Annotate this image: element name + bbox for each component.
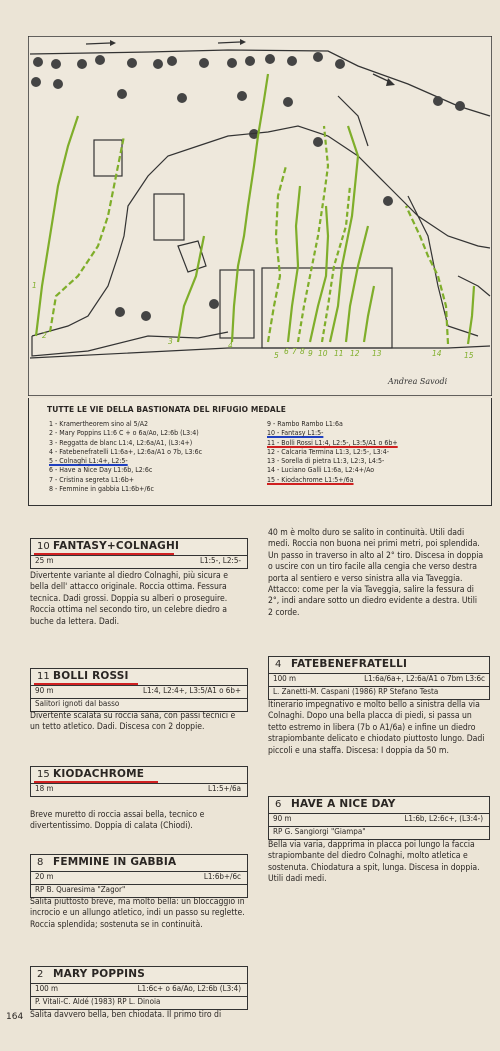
legend-item: 15 - Kiodachrome L1:5+/6a [267,475,354,484]
legend-item: 7 - Cristina segreta L1:6b+ [49,475,135,484]
route-author: L. Zanetti-M. Caspani (1986) RP Stefano Testa [273,687,439,696]
route-grade: L1:4, L2:4+, L3:5/A1 o 6b+ [142,686,241,695]
route-length: 100 m [273,674,297,683]
legend-item: 1 - Kramertheorem sino al 5/A2 [49,420,149,428]
topo-signature: Andrea Savodi [388,377,448,386]
legend-item: 13 - Sorella di pietra L1:3, L2:3, L4:5- [267,457,385,466]
route-name: KIODACHROME [53,768,145,780]
route-number: 13 [372,349,382,358]
route-length: 100 m [35,984,59,993]
route-name: FEMMINE IN GABBIA [53,856,177,868]
route-card-have-a-nice-day [268,796,490,840]
route-description: Salita piuttosto breve, ma molto bella: un bloccaggio in incrocio e un allungo atletico, indi un passo su reglette. Roccia splendida; sostenuta se in continuità. [30,897,245,930]
legend-item: 2 - Mary Poppins L1:6 C + o 6a/Ao, L2:6b (L3:4) [49,429,199,438]
route-legend [28,398,492,506]
route-number: 2 [42,331,47,340]
legend-title: TUTTE LE VIE DELLA BASTIONATA DEL RIFUGIO MEDALE [47,405,286,414]
legend-item: 5 - Colnaghi L1:4+, L2:5- [49,457,128,466]
route-description-continued: 40 m è molto duro se salito in continuità. Utili dadi medi. Roccia non buona nei primi metri, poi splendida. Un passo in traverso in alto al 2° tiro. Discesa in doppia o uscire con un tiro facile alla cengia che verso destra porta al sentiero e verso sinistra alla via Taveggia. Attacco: come per la via Taveggia, salire la fessura di 2°, indi andare sotto un diedro evidente a destra. Utili 2 corde. [268,528,484,618]
route-grade: L1:6b+/6c [203,872,241,881]
route-length: 25 m [35,556,54,565]
route-number: 15 [464,351,474,360]
route-author: P. Vitali-C. Aldé (1983) RP L. Dinoia [35,997,161,1006]
route-number: 6 [284,347,289,356]
route-name: HAVE A NICE DAY [291,798,396,810]
route-length: 20 m [35,872,54,881]
route-number: 8 [37,857,44,868]
route-description: Salita davvero bella, ben chiodata. Il primo tiro di [30,1010,222,1020]
route-number: 11 [334,349,344,358]
legend-item: 14 - Luciano Galli L1:6a, L2:4+/Ao [267,466,375,475]
legend-item: 11 - Bolli Rossi L1:4, L2:5-, L3:5/A1 o 6b+ [267,438,398,447]
route-card-bolli-rossi [30,668,248,712]
legend-item: 6 - Have a Nice Day L1:6b, L2:6c [49,466,153,475]
route-number: 10 [318,349,328,358]
route-number: 2 [37,969,44,980]
route-name: BOLLI ROSSI [53,670,129,682]
route-description: Itinerario impegnativo e molto bello a sinistra della via Colnaghi. Dopo una bella placca di piedi, si passa un tetto estremo in libera (7b o A1/6a) e infine un diedro strapiombante delicato e chiodato piuttosto lungo. Dadi piccoli e una staffa. Discesa: I doppia da 50 m. [268,700,485,756]
route-number: 15 [37,769,50,780]
route-number: 12 [350,349,360,358]
legend-item: 12 - Calcaria Termina L1:3, L2:5-, L3:4- [267,447,390,456]
route-number: 4 [275,659,282,670]
legend-item: 4 - Fatebenefratelli L1:6a+, L2:6a/A1 o 7b, L3:6c [49,447,203,456]
route-name: FANTASY+COLNAGHI [53,540,180,552]
route-author: Salitori ignoti dal basso [35,699,120,708]
legend-right-column [267,420,398,485]
route-number: 6 [275,799,282,810]
route-grade: L1:5-, L2:5- [200,556,241,565]
legend-item: 9 - Rambo Rambo L1:6a [267,420,343,428]
route-number: 9 [308,349,313,358]
legend-item: 3 - Reggatta de blanc L1:4, L2:6a/A1, (L3:4+) [49,438,193,447]
route-grade: L1:5+/6a [207,784,241,793]
route-number: 8 [300,347,305,356]
route-author: RP G. Sangiorgi "Giampa" [273,827,366,836]
route-description: Divertente variante al diedro Colnaghi, più sicura e bella dell' attacco originale. Roccia ottima. Fessura tecnica. Dadi grossi. Doppia su alberi o proseguire. Roccia ottima nel secondo tiro, un celebre diedro a buche da lettera. Dadi. [30,571,228,627]
legend-item: 8 - Femmine in gabbia L1:6b+/6c [49,485,154,494]
route-number: 14 [432,349,442,358]
route-number: 4 [228,341,233,350]
topo-drawing [28,36,492,396]
route-name: FATEBENEFRATELLI [291,658,408,670]
route-description: Breve muretto di roccia assai bella, tecnico e divertentissimo. Doppia di calata (Chiodi). [30,810,205,832]
route-number: 7 [292,347,297,356]
page-number: 164 [6,1012,24,1022]
route-card-mary-poppins [30,966,248,1010]
legend-item: 10 - Fantasy L1:5- [267,429,324,438]
route-grade: L1:6a/6a+, L2:6a/A1 o 7bm L3:6c [364,674,485,683]
legend-left-column [49,420,202,494]
route-number: 10 [37,541,50,552]
route-number: 3 [168,337,173,346]
route-author: RP B. Quaresima "Zagor" [35,885,126,894]
route-number: 5 [274,351,279,360]
route-grade: L1:6c+ o 6a/Ao, L2:6b (L3:4) [137,984,241,993]
route-grade: L1:6b, L2:6c+, (L3:4-) [404,814,483,823]
route-number: 1 [32,281,37,290]
route-description: Bella via varia, dapprima in placca poi lungo la faccia strapiombante del diedro Colnaghi, molto atletica e sostenuta. Chiodatura a spit, lunga. Discesa in doppia. Utili dadi medi. [268,840,480,885]
route-length: 18 m [35,784,54,793]
route-description: Divertente scalata su roccia sana, con passi tecnici e un tetto atletico. Dadi. Discesa con 2 doppie. [30,711,236,733]
route-name: MARY POPPINS [53,968,146,980]
route-number: 11 [37,671,50,682]
route-length: 90 m [35,686,54,695]
route-length: 90 m [273,814,292,823]
route-card-fatebenefratelli [268,656,490,700]
route-card-femmine-in-gabbia [30,854,248,898]
